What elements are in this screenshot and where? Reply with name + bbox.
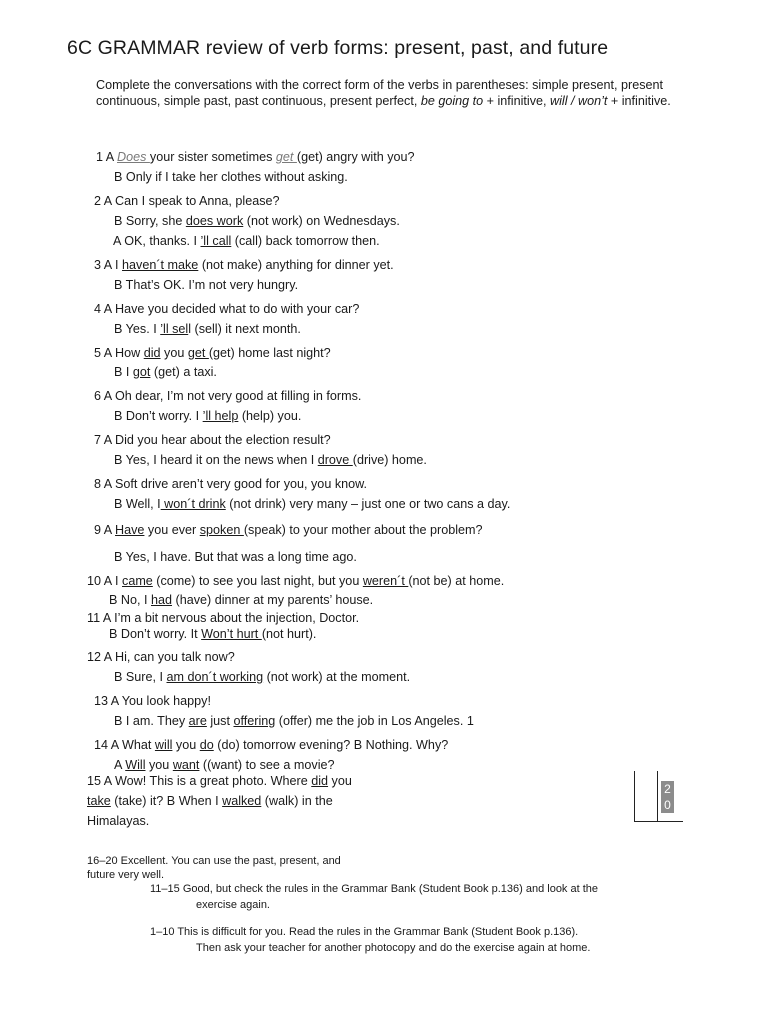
exercise-line [94, 693, 211, 709]
instructions-italic-2: will / won’t [550, 94, 608, 108]
line-text: (not make) anything for dinner yet. [198, 258, 394, 272]
line-text: 5 A How [94, 346, 144, 360]
exercise-line [94, 388, 361, 404]
feedback-good-cont: exercise again. [196, 899, 270, 911]
feedback-good: 11–15 Good, but check the rules in the Grammar Bank (Student Book p.136) and look at the [150, 883, 599, 895]
exercise-line [87, 813, 149, 829]
answer-underlined: want [172, 758, 200, 772]
exercise-line [113, 233, 380, 249]
feedback-difficult: 1–10 This is difficult for you. Read the rules in the Grammar Bank (Student Book p.136). [150, 926, 579, 938]
answer-underlined: weren´t [362, 574, 409, 588]
answer-underlined: Will [125, 758, 146, 772]
line-text: B Well, I [114, 497, 161, 511]
answer-underlined: haven´t make [122, 258, 199, 272]
line-text: 12 A Hi, can you talk now? [87, 650, 235, 664]
line-text: B That’s OK. I’m not very hungry. [114, 278, 299, 292]
instructions-italic-1: be going to [420, 94, 484, 108]
line-text: 2 A Can I speak to Anna, please? [94, 194, 280, 208]
line-text: B I [114, 365, 133, 379]
answer-underlined: offering [233, 714, 276, 728]
score-total: 20 [661, 781, 674, 813]
exercise-line [114, 277, 298, 293]
line-text: 13 A You look happy! [94, 694, 211, 708]
line-text: (get) home last night? [208, 346, 331, 360]
answer-underlined: drove [317, 453, 353, 467]
line-text: A [114, 758, 126, 772]
line-text: B Yes, I heard it on the news when I [114, 453, 318, 467]
example-answer: Does [117, 150, 150, 164]
line-text: you [172, 738, 200, 752]
line-text: B Only if I take her clothes without asking. [114, 170, 348, 184]
line-text: your sister sometimes [149, 150, 276, 164]
line-text: 6 A Oh dear, I’m not very good at filling in forms. [94, 389, 362, 403]
score-box-divider [657, 771, 658, 821]
exercise-line [114, 669, 410, 685]
line-text: (get) a taxi. [150, 365, 217, 379]
feedback-excellent: 16–20 Excellent. You can use the past, present, and [87, 855, 341, 867]
exercise-line [109, 626, 316, 642]
line-text: B I am. They [114, 714, 189, 728]
line-text: just [206, 714, 234, 728]
line-text: ((want) to see a movie? [199, 758, 335, 772]
instructions-text-3: + infinitive. [610, 94, 671, 108]
line-text: 11 A I’m a bit nervous about the injection, Doctor. [87, 611, 360, 625]
exercise-line [94, 301, 359, 317]
feedback-excellent-cont: future very well. [87, 869, 165, 881]
answer-underlined: will [154, 738, 173, 752]
exercise-line [114, 408, 301, 424]
exercise-line [96, 149, 415, 165]
line-text: (have) dinner at my parents’ house. [172, 593, 374, 607]
line-text: B Don’t worry. I [114, 409, 203, 423]
exercise-line [94, 345, 331, 361]
answer-underlined: does work [185, 214, 244, 228]
page-title: 6C GRAMMAR review of verb forms: present, past, and future [67, 37, 609, 59]
exercise-line [94, 737, 448, 753]
line-text: (speak) to your mother about the problem? [243, 523, 483, 537]
line-text: you [160, 346, 188, 360]
exercise-line [109, 592, 373, 608]
answer-underlined: get [187, 346, 209, 360]
line-text: (not work) at the moment. [263, 670, 411, 684]
line-text: B Sorry, she [114, 214, 186, 228]
answer-underlined: Won’t hurt [201, 627, 262, 641]
line-text: (not be) at home. [408, 574, 505, 588]
line-text: (do) tomorrow evening? B Nothing. Why? [213, 738, 449, 752]
answer-underlined: walked [222, 794, 262, 808]
line-text: 15 A Wow! This is a great photo. Where [87, 774, 312, 788]
line-text: A OK, thanks. I [113, 234, 201, 248]
answer-underlined: do [199, 738, 214, 752]
answer-underlined: did [311, 774, 329, 788]
answer-underlined: are [188, 714, 207, 728]
line-text: B Don’t worry. It [109, 627, 202, 641]
exercise-line [87, 649, 235, 665]
line-text: (not work) on Wednesdays. [243, 214, 400, 228]
line-text: (call) back tomorrow then. [231, 234, 380, 248]
line-text: B Sure, I [114, 670, 167, 684]
answer-underlined: ’ll sel [160, 322, 189, 336]
exercise-line [94, 476, 367, 492]
exercise-line [94, 257, 394, 273]
exercise-line [87, 793, 333, 809]
answer-underlined: am don´t working [166, 670, 264, 684]
line-text: (come) to see you last night, but you [152, 574, 363, 588]
line-text: (not drink) very many – just one or two cans a day. [225, 497, 511, 511]
exercise-line [114, 757, 335, 773]
answer-underlined: got [132, 365, 151, 379]
line-text: 4 A Have you decided what to do with your car? [94, 302, 360, 316]
line-text: you [328, 774, 352, 788]
answer-underlined: came [122, 574, 153, 588]
instructions [96, 77, 696, 109]
answer-underlined: take [87, 794, 111, 808]
instructions-text-2: + infinitive, [486, 94, 547, 108]
answer-underlined: won´t drink [160, 497, 226, 511]
exercise-line [94, 432, 331, 448]
line-text: (offer) me the job in Los Angeles. 1 [275, 714, 474, 728]
answer-underlined: Have [115, 523, 145, 537]
line-text: (take) it? B When I [110, 794, 223, 808]
answer-underlined: had [151, 593, 173, 607]
line-text: l (sell) it next month. [188, 322, 301, 336]
answer-underlined: did [143, 346, 161, 360]
answer-underlined: spoken [199, 523, 244, 537]
line-text: 9 A [94, 523, 116, 537]
line-text: (not hurt). [261, 627, 317, 641]
line-text: (walk) in the [261, 794, 333, 808]
line-text: B Yes. I [114, 322, 161, 336]
line-text: 10 A I [87, 574, 123, 588]
answer-underlined: ’ll call [200, 234, 232, 248]
line-text: (help) you. [238, 409, 302, 423]
example-answer: get [275, 150, 297, 164]
exercise-line [114, 169, 348, 185]
line-text: Himalayas. [87, 814, 150, 828]
score-box [634, 771, 683, 822]
exercise-line [114, 549, 357, 565]
line-text: (get) angry with you? [296, 150, 415, 164]
line-text: 14 A What [94, 738, 155, 752]
exercise-line [94, 193, 280, 209]
line-text: 3 A I [94, 258, 123, 272]
line-text: you [145, 758, 173, 772]
line-text: 7 A Did you hear about the election result? [94, 433, 331, 447]
answer-underlined: ’ll help [202, 409, 239, 423]
line-text: B No, I [109, 593, 151, 607]
line-text: B Yes, I have. But that was a long time ago. [114, 550, 357, 564]
line-text: (drive) home. [352, 453, 427, 467]
line-text: 8 A Soft drive aren’t very good for you, you know. [94, 477, 368, 491]
exercise-line [114, 364, 217, 380]
exercise-line [114, 496, 510, 512]
exercise-line [114, 213, 400, 229]
instructions-text-1: Complete the conversations with the correct form of the verbs in parentheses: simple present, present continuous, simple past, past continuous, present perfect, [96, 78, 663, 108]
exercise-line [114, 713, 474, 729]
exercise-line [114, 452, 427, 468]
exercise-line [114, 321, 301, 337]
line-text: you ever [144, 523, 200, 537]
feedback-difficult-cont: Then ask your teacher for another photocopy and do the exercise again at home. [196, 942, 591, 954]
exercise-line [87, 573, 504, 589]
exercise-line [87, 773, 352, 789]
exercise-line [94, 522, 483, 538]
exercise-line [87, 610, 359, 626]
line-text: 1 A [96, 150, 118, 164]
